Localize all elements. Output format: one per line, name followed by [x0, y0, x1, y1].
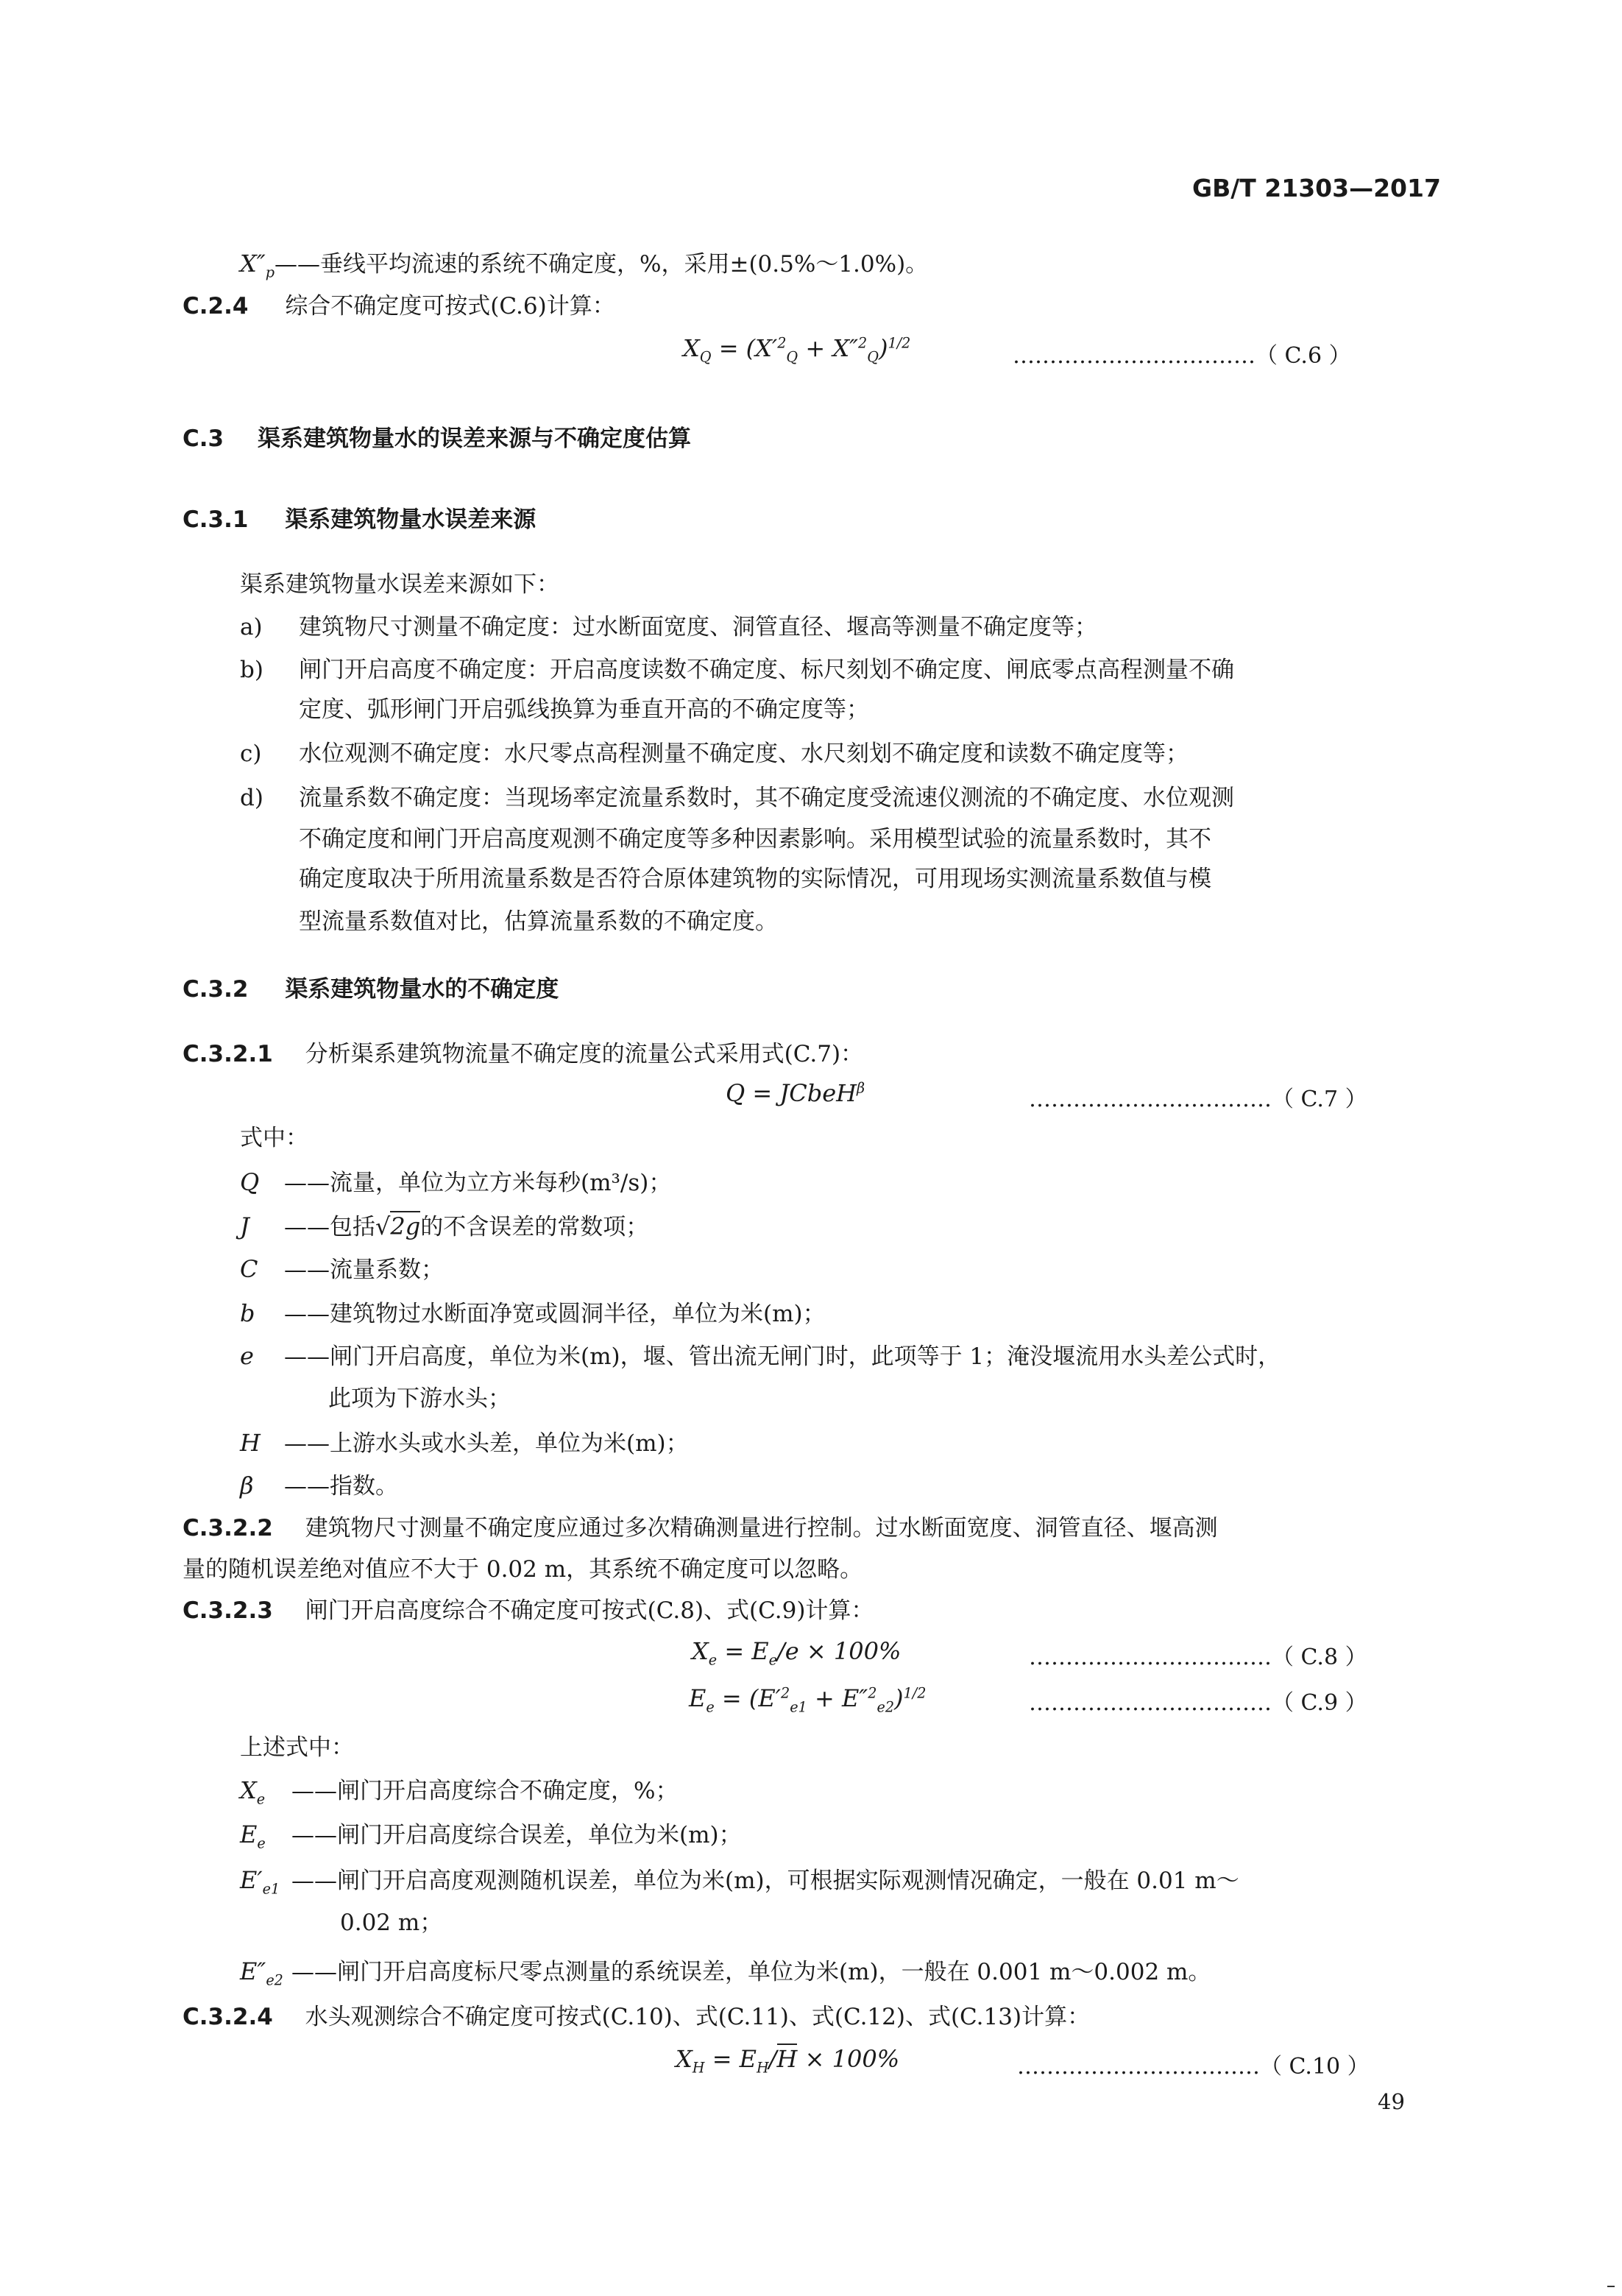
definition-beta: β ——指数。	[240, 1472, 398, 1500]
section-c32-heading	[183, 973, 559, 1006]
formula-c8: $X_e = E_e/e \times 100\%$	[692, 1637, 902, 1669]
clause-text: 分析渠系建筑物流量不确定度的流量公式采用式(C.7)：	[305, 1041, 864, 1067]
list-item-d-line4: 型流量系数值对比，估算流量系数的不确定度。	[299, 908, 778, 935]
list-marker-c: c)	[240, 741, 262, 767]
formula-label-c10: ……………………………（ C.10 ）	[1017, 2054, 1370, 2080]
definition-xe: $X_e$ ——闸门开启高度综合不确定度，%；	[240, 1776, 679, 1808]
formula-c6: $X_Q = (X'^2_Q + X''^2_Q)^{1/2}$	[683, 334, 911, 366]
clause-number: C.3.2.1	[183, 1041, 273, 1067]
corner-mark	[1607, 2286, 1615, 2287]
definition-j: J ——包括√2g的不含误差的常数项；	[240, 1212, 649, 1240]
formula-c9: $E_e = (E'^2_{e1} + E''^2_{e2})^{1/2}$	[689, 1684, 927, 1716]
definition-b: b ——建筑物过水断面净宽或圆洞半径，单位为米(m)；	[240, 1299, 826, 1327]
section-number: C.3.1	[183, 506, 249, 533]
list-item-d-line3: 确定度取决于所用流量系数是否符合原体建筑物的实际情况，可用现场实测流量系数值与模	[299, 866, 1211, 892]
section-title: 渠系建筑物量水的不确定度	[285, 976, 559, 1003]
list-item-d-line2: 不确定度和闸门开启高度观测不确定度等多种因素影响。采用模型试验的流量系数时，其不	[299, 826, 1211, 852]
definition-xp: $X''_p——$垂线平均流速的系统不确定度，%，采用±(0.5%～1.0%)。	[240, 250, 929, 281]
section-title: 渠系建筑物量水的误差来源与不确定度估算	[257, 425, 691, 452]
page-number: 49	[1378, 2089, 1405, 2114]
clause-number: C.3.2.2	[183, 1515, 273, 1541]
clause-text: 闸门开启高度综合不确定度可按式(C.8)、式(C.9)计算：	[305, 1597, 874, 1624]
list-item-b-line2: 定度、弧形闸门开启弧线换算为垂直开高的不确定度等；	[299, 696, 869, 723]
definition-ee1-line2: 0.02 m；	[340, 1910, 443, 1936]
clause-c321	[183, 1038, 863, 1070]
definition-e: e ——闸门开启高度，单位为米(m)，堰、管出流无闸门时，此项等于 1；淹没堰流用水头差公式时，	[240, 1342, 1281, 1370]
section-title: 渠系建筑物量水误差来源	[285, 506, 536, 533]
list-item-a: 建筑物尺寸测量不确定度：过水断面宽度、洞管直径、堰高等测量不确定度等；	[299, 614, 1097, 640]
formula-label-c6: ……………………………（ C.6 ）	[1013, 343, 1351, 369]
definition-e-line2: 此项为下游水头；	[328, 1385, 511, 1412]
definition-ee2: $E''_{e2}$ ——闸门开启高度标尺零点测量的系统误差，单位为米(m)，一般在 0.001 m～0.002 m。	[240, 1957, 1211, 1989]
definition-c: C ——流量系数；	[240, 1255, 444, 1283]
clause-c322-line2: 量的随机误差绝对值应不大于 0.02 m，其系统不确定度可以忽略。	[183, 1556, 863, 1583]
list-marker-a: a)	[240, 614, 263, 640]
sqrt-2g: √2g	[375, 1212, 421, 1240]
clause-number: C.3.2.4	[183, 2004, 273, 2030]
list-item-d-line1: 流量系数不确定度：当现场率定流量系数时，其不确定度受流速仪测流的不确定度、水位观测	[299, 785, 1234, 811]
list-item-b-line1: 闸门开启高度不确定度：开启高度读数不确定度、标尺刻划不确定度、闸底零点高程测量不确	[299, 657, 1234, 683]
list-item-c: 水位观测不确定度：水尺零点高程测量不确定度、水尺刻划不确定度和读数不确定度等；	[299, 741, 1189, 767]
clause-c324	[183, 2001, 1090, 2033]
formula-label-c9: ……………………………（ C.9 ）	[1029, 1690, 1367, 1716]
clause-text: 水头观测综合不确定度可按式(C.10)、式(C.11)、式(C.12)、式(C.13)计算：	[305, 2004, 1091, 2030]
formula-label-c8: ……………………………（ C.8 ）	[1029, 1645, 1367, 1670]
formula-c7: Q = JCbeH$^\beta$	[726, 1079, 865, 1107]
clause-c24	[183, 290, 615, 322]
section-number: C.3	[183, 425, 224, 452]
where-label: 式中：	[240, 1125, 308, 1151]
symbol-xp: $X''_p$	[240, 250, 275, 281]
section-number: C.3.2	[183, 976, 249, 1003]
c31-intro: 渠系建筑物量水误差来源如下：	[240, 571, 559, 598]
section-c3-heading	[183, 423, 691, 455]
clause-number: C.2.4	[183, 293, 249, 319]
definition-q: Q ——流量，单位为立方米每秒(m³/s)；	[240, 1168, 672, 1196]
formula-label-c7: ……………………………（ C.7 ）	[1029, 1087, 1367, 1112]
clause-number: C.3.2.3	[183, 1597, 273, 1624]
definition-h: H ——上游水头或水头差，单位为米(m)；	[240, 1429, 689, 1457]
standard-id: GB/T 21303—2017	[1192, 174, 1441, 202]
clause-text: 建筑物尺寸测量不确定度应通过多次精确测量进行控制。过水断面宽度、洞管直径、堰高测	[305, 1515, 1218, 1541]
clause-text: 综合不确定度可按式(C.6)计算：	[285, 293, 615, 319]
formula-c10: $X_H = E_H/H \times 100\%$	[676, 2045, 900, 2077]
list-marker-b: b)	[240, 657, 263, 683]
list-marker-d: d)	[240, 785, 263, 811]
clause-c323	[183, 1594, 874, 1627]
section-c31-heading	[183, 504, 536, 536]
where2-label: 上述式中：	[240, 1734, 354, 1761]
clause-c322	[183, 1512, 1218, 1544]
definition-ee1: $E'_{e1}$ ——闸门开启高度观测随机误差，单位为米(m)，可根据实际观测情况确定，一般在 0.01 m～	[240, 1866, 1239, 1898]
definition-ee: $E_e$ ——闸门开启高度综合误差，单位为米(m)；	[240, 1820, 742, 1852]
